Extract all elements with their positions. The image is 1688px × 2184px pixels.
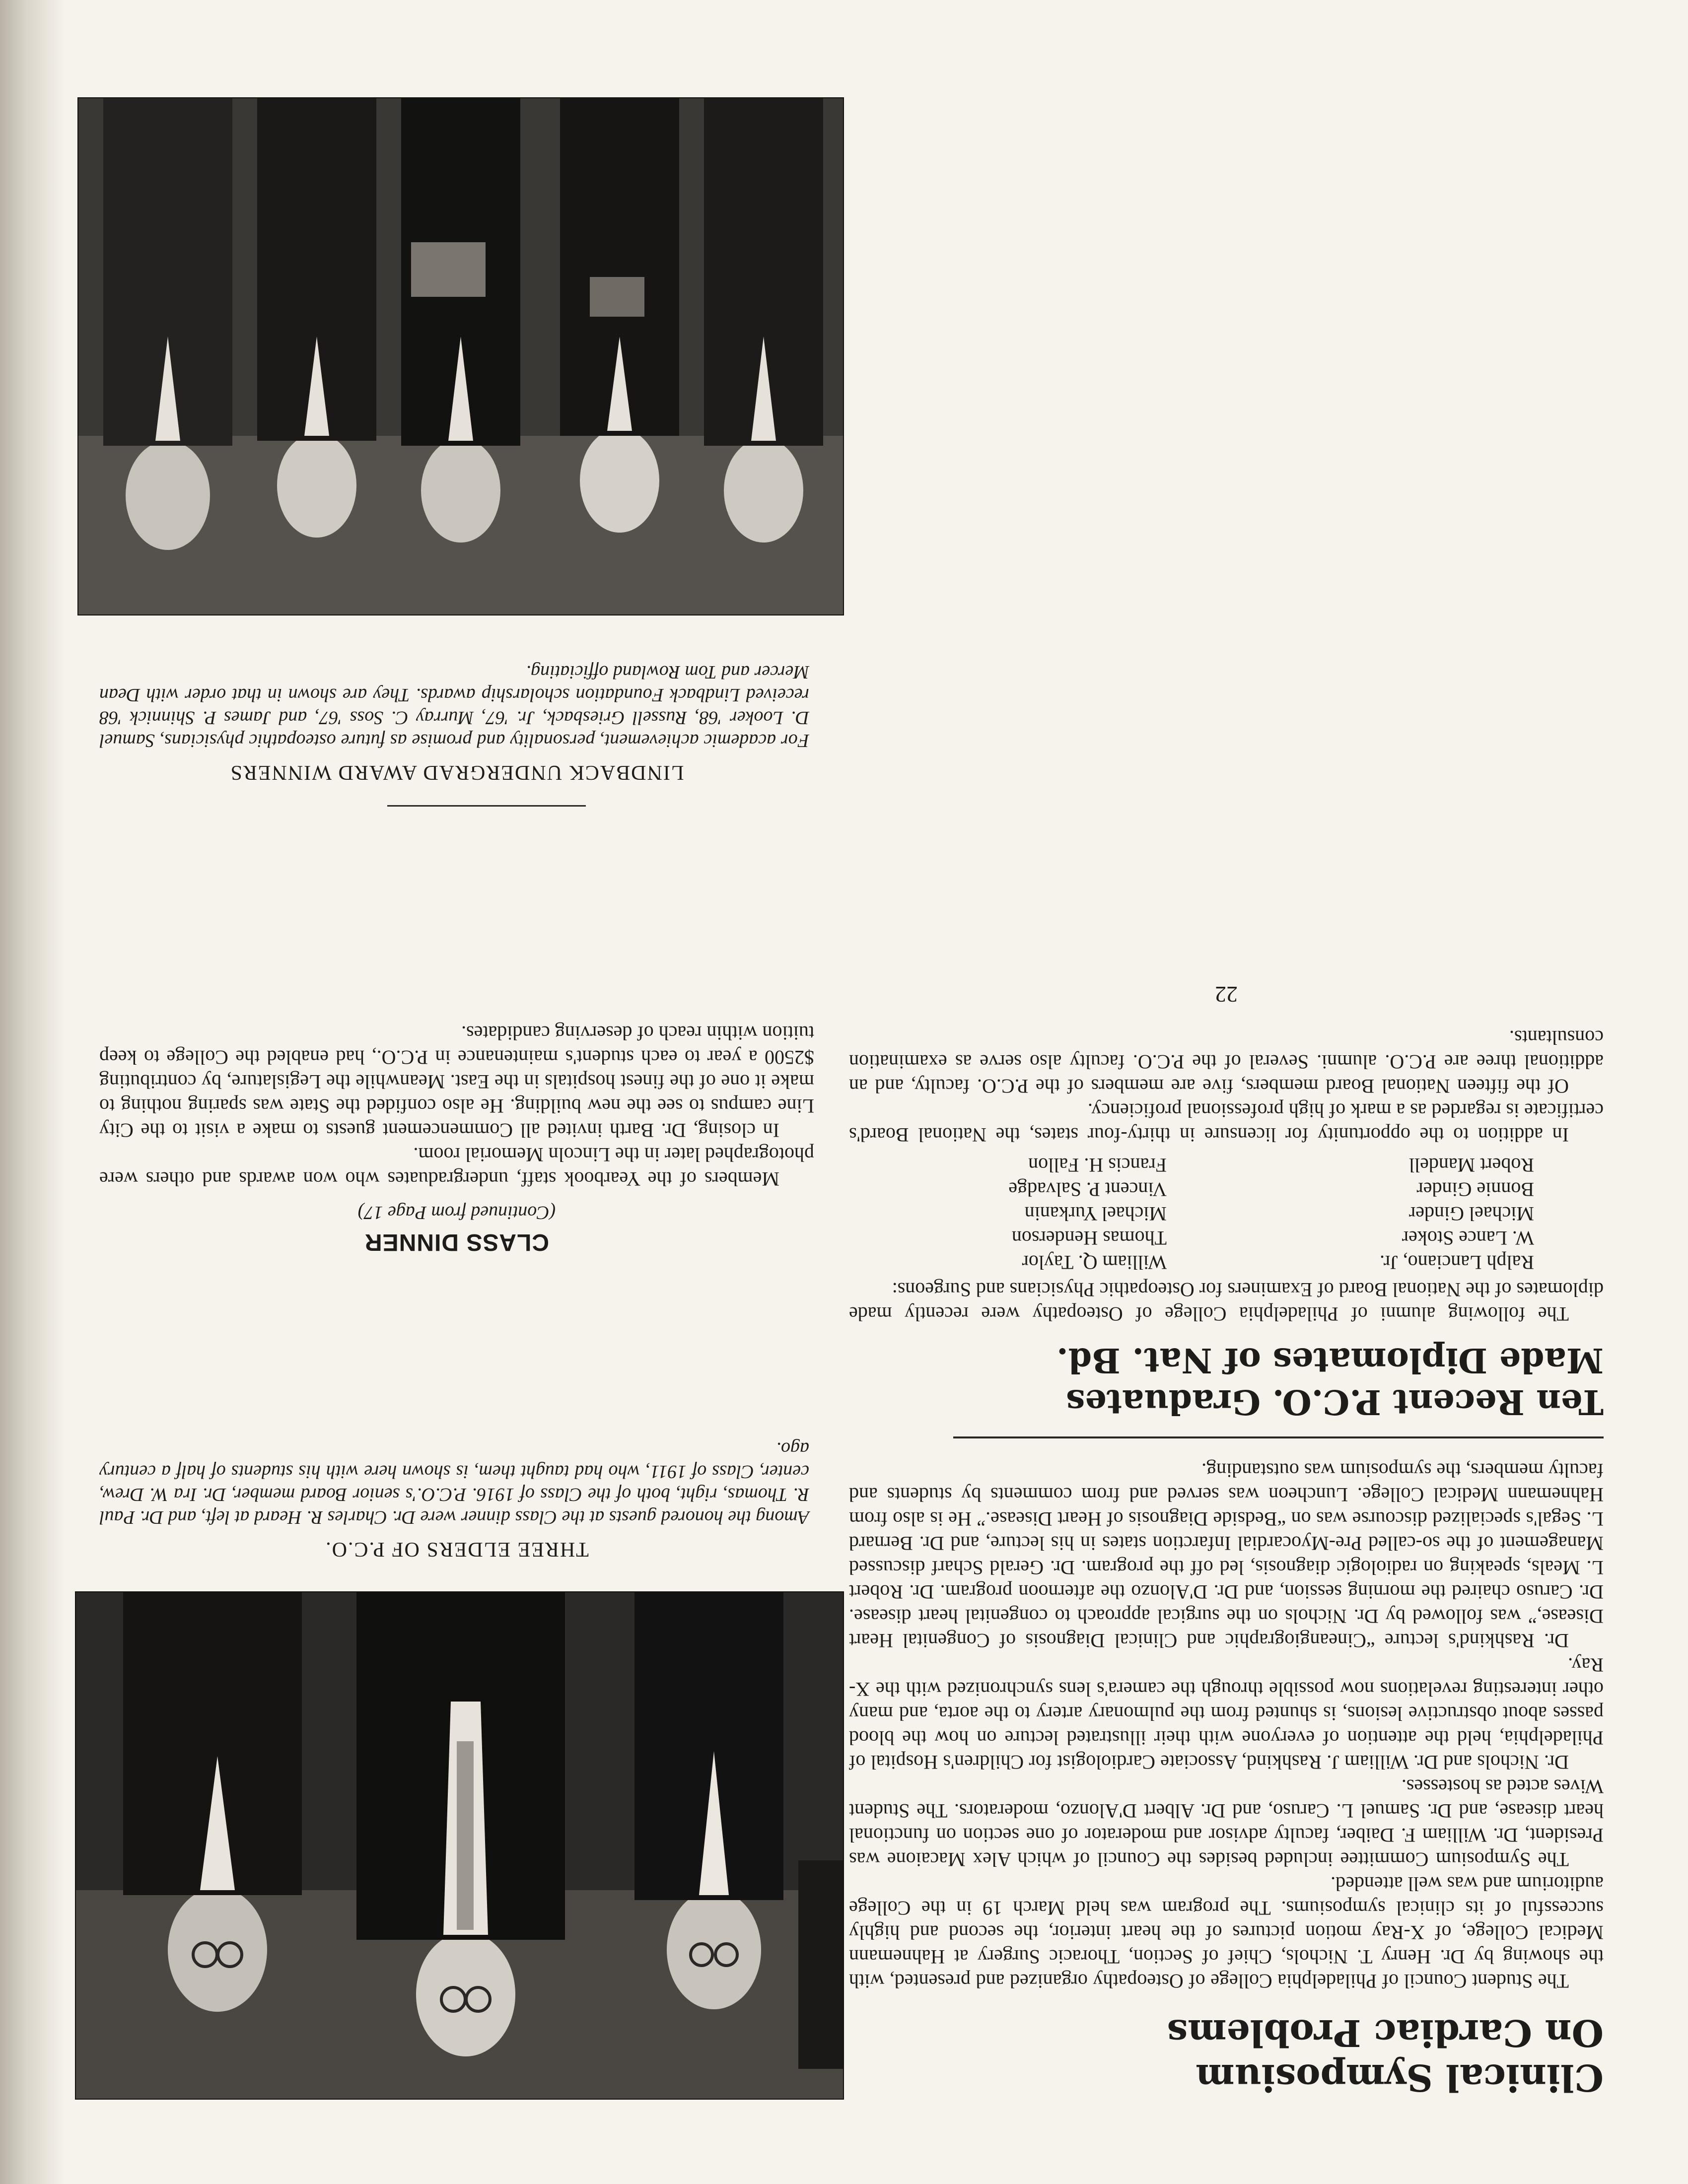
diplomates-headline-line1: Ten Recent P.C.O. Graduates bbox=[1066, 1382, 1604, 1422]
diplomate-name: Vincent P. Salvadge bbox=[1008, 1178, 1167, 1201]
lindback-winners-photo bbox=[77, 97, 844, 615]
elders-heading: THREE ELDERS OF P.C.O. bbox=[325, 1538, 589, 1561]
symposium-paragraph: The Symposium Committee included besides the Council of which Alex Macaione was President, Dr. William F. Daiber, faculty advisor and moderator of one section on functional heart disease, and Dr. Samuel L. Caruso, and Dr. Albert D'Alonzo, moderators. The Student Wives acted as hostesses. bbox=[849, 1775, 1604, 1871]
diplomate-name: Robert Mandell bbox=[1408, 1154, 1534, 1176]
three-elders-photo bbox=[75, 1591, 844, 2100]
elders-caption: Among the honored guests at the Class dinner were Dr. Charles R. Heard at left, and Dr. Paul R. Thomas, right, both of the Class of 1916. P.C.O.'s senior Board member, Dr. Ira W. Drew, center, Class of 1911, who had taught them, is shown here with his students of half a century ago. bbox=[99, 1438, 809, 1528]
diplomates-headline-line2: Made Diplomates of Nat. Bd. bbox=[1056, 1340, 1604, 1380]
diplomates-paragraph: Of the fifteen National Board members, five are members of the P.C.O. faculty, and an additional three are P.C.O. alumni. Several of the P.C.O. faculty also serve as examination consultants. bbox=[849, 1026, 1604, 1097]
symposium-paragraph: Dr. Nichols and Dr. William J. Rashkind, Associate Cardiologist for Children's Hospital of Philadelphia, held the attention of everyone with their illustrated lecture on how the blood passes about obstructive lesions, is shunted from the pulmonary artery to the aorta, and many other interesting revelations now possible through the camera's lens synchronized with the X-Ray. bbox=[849, 1654, 1604, 1774]
section-divider bbox=[953, 1436, 1604, 1438]
lindback-caption: For academic achievement, personality and promise as future osteopathic physicians, Samuel D. Looker '68, Russell Griesback, Jr. '67, Murray C. Soss '67, and James P. Shinnick '68 received Lindback Foundation scholarship awards. They are shown in that order with Dean Mercer and Tom Rowland officiating. bbox=[99, 662, 809, 751]
class-dinner-text bbox=[99, 1021, 814, 1191]
diplomate-name: Thomas Henderson bbox=[1011, 1227, 1167, 1249]
page-number: 22 bbox=[1215, 982, 1238, 1007]
column-divider bbox=[387, 805, 586, 807]
diplomate-name: Bonnie Ginder bbox=[1416, 1178, 1534, 1201]
class-dinner-paragraph: In closing, Dr. Barth invited all Commencement guests to make a visit to the City Line campus to see the new building. He also confided the State was sparing nothing to make it one of the finest hospitals in the East. Meanwhile the Legislature, by contributing $2500 a year to each student's maintenance in P.C.O., had enabled the College to keep tuition within reach of deserving candidates. bbox=[99, 1022, 814, 1142]
diplomate-name: Michael Ginder bbox=[1408, 1203, 1534, 1225]
diplomates-names bbox=[849, 1153, 1604, 1275]
class-dinner-heading: CLASS DINNER bbox=[364, 1229, 550, 1255]
diplomates-headline bbox=[849, 1339, 1604, 1423]
diplomates-intro: The following alumni of Philadelphia College of Osteopathy were recently made diplomates of the National Board of Examiners for Osteopathic Physicians and Surgeons: bbox=[849, 1279, 1604, 1325]
diplomate-name: Ralph Lanciano, Jr. bbox=[1379, 1251, 1534, 1274]
class-dinner-note: (Continued from Page 17) bbox=[357, 1202, 556, 1223]
symposium-paragraph: The Student Council of Philadelphia College of Osteopathy organized and presented, with the showing by Dr. Henry T. Nichols, Chief of Section, Thoracic Surgery at Hahnemann Medical College, of X-Ray motion pictures of the heart interior, the second and highly successful of its clinical symposiums. The program was held March 19 in the College auditorium and was well attended. bbox=[849, 1873, 1604, 1992]
diplomate-name: Michael Yurkanin bbox=[1024, 1203, 1167, 1225]
symposium-headline bbox=[849, 2010, 1604, 2100]
diplomates-paragraph: In addition to the opportunity for licensure in thirty-four states, the National Board's certificate is regarded as a mark of high professional proficiency. bbox=[849, 1099, 1604, 1146]
symposium-headline-line2: On Cardiac Problems bbox=[1167, 2011, 1604, 2054]
symposium-headline-line1: Clinical Symposium bbox=[1196, 2056, 1604, 2099]
names-left-column bbox=[1216, 1153, 1534, 1275]
binding-shadow bbox=[0, 0, 65, 2184]
lindback-heading: LINDBACK UNDERGRAD AWARD WINNERS bbox=[229, 761, 684, 784]
diplomate-name: W. Lance Stoker bbox=[1402, 1227, 1534, 1249]
class-dinner-paragraph: Members of the Yearbook staff, undergraduates who won awards and others were photographed later in the Lincoln Memorial room. bbox=[99, 1144, 814, 1190]
symposium-paragraph: Dr. Rashkind's lecture “Cineangiographic and Clinical Diagnosis of Congenital Heart Disease,” was followed by Dr. Nichols on the surgical approach to congenital heart disease. Dr. Caruso chaired the morning session, and Dr. D'Alonzo the afternoon program. Dr. Robert L. Meals, speaking on radiologic diagnosis, led off the program. Dr. Gerald Scharf discussed Management of the so-called Pre-Myocardial Infarction states in his lecture, and Dr. Bernard L. Segal's specialized discourse was on “Bedside Diagnosis of Heart Disease.” He is also from Hahnemann Medical College. Luncheon was served and from comments by students and faculty members, the symposium was outstanding. bbox=[849, 1459, 1604, 1652]
left-column bbox=[849, 981, 1604, 2100]
diplomate-name: Francis H. Fallon bbox=[1028, 1154, 1167, 1176]
names-right-column bbox=[849, 1153, 1167, 1275]
diplomate-name: William Q. Taylor bbox=[1022, 1251, 1167, 1274]
